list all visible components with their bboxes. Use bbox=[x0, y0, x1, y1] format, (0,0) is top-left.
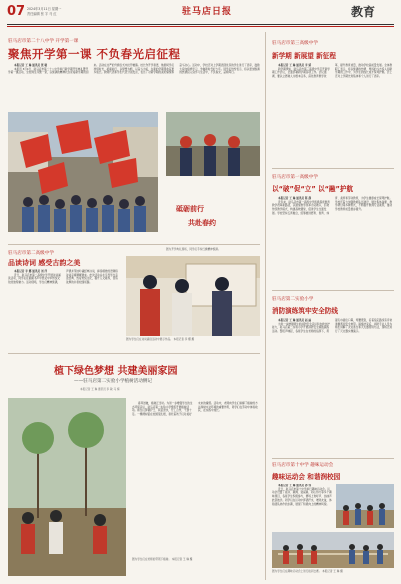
section-divider bbox=[8, 244, 260, 245]
article-subtitle: ——驻马店第二实验小学植树活动侧记 bbox=[74, 379, 153, 384]
header-divider bbox=[7, 24, 394, 25]
article-byline: 本报记者 王 琳 通讯员 李 敏 马 婧 bbox=[80, 388, 120, 391]
opening-ceremony-photo bbox=[8, 112, 158, 232]
fire-drill-article bbox=[272, 296, 394, 454]
column-divider bbox=[265, 32, 266, 580]
section-divider bbox=[272, 290, 394, 291]
article-kicker: 驻马店第二实验小学 bbox=[272, 297, 314, 302]
article-byline: 本报记者 王 琳 通讯员 陈 静 bbox=[278, 197, 312, 200]
article-headline: 品读诗词 感受古韵之美 bbox=[8, 259, 81, 267]
article-body bbox=[272, 64, 394, 162]
sports-day-article bbox=[272, 462, 394, 580]
article-body bbox=[272, 319, 394, 451]
article-kicker: 驻马店市第十中学 趣味运动会 bbox=[272, 463, 334, 468]
feature-subhead: 共赴春约 bbox=[188, 219, 216, 227]
article-byline: 本报记者 王 琳 通讯员 张 敏 bbox=[14, 64, 48, 67]
header-editor-line: 责任编辑 张 宇 马 红 bbox=[27, 12, 57, 16]
feature-subhead: 砥砺前行 bbox=[176, 205, 204, 213]
photo-caption: 图为学生们在诗词诵读活动中展示作品。 本报记者 李 娜 摄 bbox=[126, 338, 195, 341]
article-byline: 本报记者 王 琳 通讯员 孙 伟 bbox=[278, 484, 312, 487]
tree-planting-article bbox=[8, 358, 260, 580]
page-header bbox=[0, 0, 401, 30]
article-text: 为进一步增强师生的消防安全意识和自救自护能力，驻马店第二实验小学开展消防安全疏散演练活动。警报声响起，各班学生在老师的指挥下，用湿毛巾捂住口鼻，弯腰低姿，沿着指定路线有序快速撤离到安全地带。演练结束后，消防专业人员为师生讲解了火灾逃生和灭火器使用方法，现场还进行了灭火器实操演示。 bbox=[272, 319, 393, 334]
article-body bbox=[272, 484, 332, 528]
article-headline: 消防演练筑牢安全防线 bbox=[272, 307, 338, 315]
newspaper-logo: 驻马店日报 bbox=[182, 7, 233, 17]
tug-of-war-photo bbox=[272, 532, 394, 568]
article-text: 本报讯 3月4日，驻马店市第二十八中学举行新学期开学典礼暨开学第一课活动，全校师生齐聚一堂，以饱满的精神状态迎接新学期的到来。活动在庄严的升旗仪式中拉开帷幕。校长作开学寄语，勉励同学们珍惜时光、砥砺前行，以梦想为帆、以奋斗为桨，在新的学期里收获更多成长。教师代表和学生代表分别发言，表达了对新学期的美好憧憬和奋斗决心。活动中，学校还对上学期表现优异的学生进行了表彰，鼓励大家向榜样学习，争做新时代好少年。同学们纷纷表示，将以更加饱满的热情投入到学习生活中，不负春光，奋楫笃行。 bbox=[8, 64, 260, 75]
article-text: 近日，驻马店市第十中学举行趣味运动会。运动会设置了拔河、跳绳、袋鼠跳、同心协力等多个趣味项目，各班学生积极参与，赛场上欢呼声、加油声此起彼伏。同学们在运动中挥洒汗水，增进友谊，体验团队协作的乐趣，展现了积极向上的精神风貌。 bbox=[272, 487, 332, 506]
article-body bbox=[8, 270, 120, 346]
article-kicker: 驻马店市第三高级中学 bbox=[272, 41, 318, 46]
poetry-article bbox=[8, 250, 260, 350]
article-byline: 本报记者 王 琳 通讯员 赵 丽 bbox=[278, 319, 312, 322]
article-text: 春风送暖，植树正当时。为进一步增强学生的生态环保意识，驻马店第二实验小学组织开展植树活动。师生们挥锹铲土、扶苗浇水，分工合作，干劲十足。一棵棵树苗在校园里扎根，寄托着孩子们对美好未来的憧憬。活动中，老师向学生们讲解了植树的方法和树木对环境的重要作用，同学们在劳动中体验收获，在实践中成长。 bbox=[132, 402, 258, 417]
tree-planting-photo bbox=[8, 398, 126, 576]
article-body bbox=[132, 402, 260, 552]
article-text: 近日，驻马店市第二高级中学开展诗词诵读活动，同学们在朗朗书声中感受中华传统文化的独特魅力。活动现场，学生们精神饱满，声情并茂地吟诵经典诗词，抑扬顿挫的语调将诗词意境娓娓道来。此次活动旨在引导学生亲近经典、热爱传统文化，提升人文素养，营造浓厚的书香校园氛围。 bbox=[8, 270, 118, 285]
article-text: 新学期伊始，驻马店市第三高级中学召开新学期工作会议，全面部署新学期各项工作。会议强调，要以立德树人为根本任务，深化教育教学改革，提升教育质量，推动学校高质量发展。全体教职工表示，将以饱满的热情、昂扬的斗志投入到新学期的工作中，为学生的成长成才保驾护航。会上还对上学期先进集体和个人进行了表彰。 bbox=[272, 64, 393, 79]
photo-caption: 图为学生们在趣味运动会上进行拔河比赛。 本报记者 王 琳 摄 bbox=[272, 570, 343, 573]
reform-article bbox=[272, 174, 394, 284]
article-headline: 聚焦开学第一课 不负春光启征程 bbox=[8, 47, 181, 61]
article-headline: 以“破”促“立” 以“融”护航 bbox=[272, 185, 354, 193]
article-headline: 植下绿色梦想 共建美丽家园 bbox=[54, 366, 178, 377]
header-date-line: 2024年3月11日 星期一 bbox=[27, 7, 62, 11]
header-divider-red bbox=[7, 26, 394, 27]
article-headline: 新学期 新展望 新征程 bbox=[272, 52, 336, 60]
article-kicker: 驻马店市第二十八中学 开学第一课 bbox=[8, 39, 79, 44]
section-divider bbox=[272, 458, 394, 459]
article-kicker: 驻马店市第一高级中学 bbox=[272, 175, 318, 180]
lead-article bbox=[8, 38, 260, 251]
page-number: 07 bbox=[7, 4, 26, 19]
article-headline: 趣味运动会 和谐润校园 bbox=[272, 473, 341, 481]
article-body bbox=[8, 64, 260, 108]
section-title: 教育 bbox=[351, 5, 376, 19]
article-kicker: 驻马店市第二高级中学 bbox=[8, 251, 54, 256]
section-divider bbox=[272, 168, 394, 169]
poetry-reading-photo bbox=[126, 256, 260, 336]
photo-caption: 图为学生们在老师的带领下植树。 本报记者 王 琳 摄 bbox=[132, 558, 193, 561]
section-divider bbox=[8, 353, 260, 354]
new-semester-article bbox=[272, 40, 394, 164]
student-speech-photo bbox=[166, 112, 260, 176]
article-byline: 本报记者 王 琳 通讯员 李 婧 bbox=[278, 64, 312, 67]
photo-caption: 图为开学典礼现场，同学们手持红旗精神饱满。 bbox=[166, 248, 221, 251]
article-text: 近年来，驻马店市第一高级中学积极探索教育教学改革新路径，以课堂教学改革为突破口，打破传统教学模式，构建高效课堂，促进学生全面发展。学校坚持五育融合，统筹推进德育、智育、体育、美育和劳动教育，为学生健康成长保驾护航。学校还着力加强教师队伍建设，通过集体备课、教学研讨等多种形式，不断提升教师专业素养，推动学校教育质量稳步提升。 bbox=[272, 197, 393, 215]
article-body bbox=[272, 197, 394, 281]
sports-day-photo bbox=[336, 484, 394, 528]
article-byline: 本报记者 李 娜 通讯员 刘 洋 bbox=[14, 270, 48, 273]
